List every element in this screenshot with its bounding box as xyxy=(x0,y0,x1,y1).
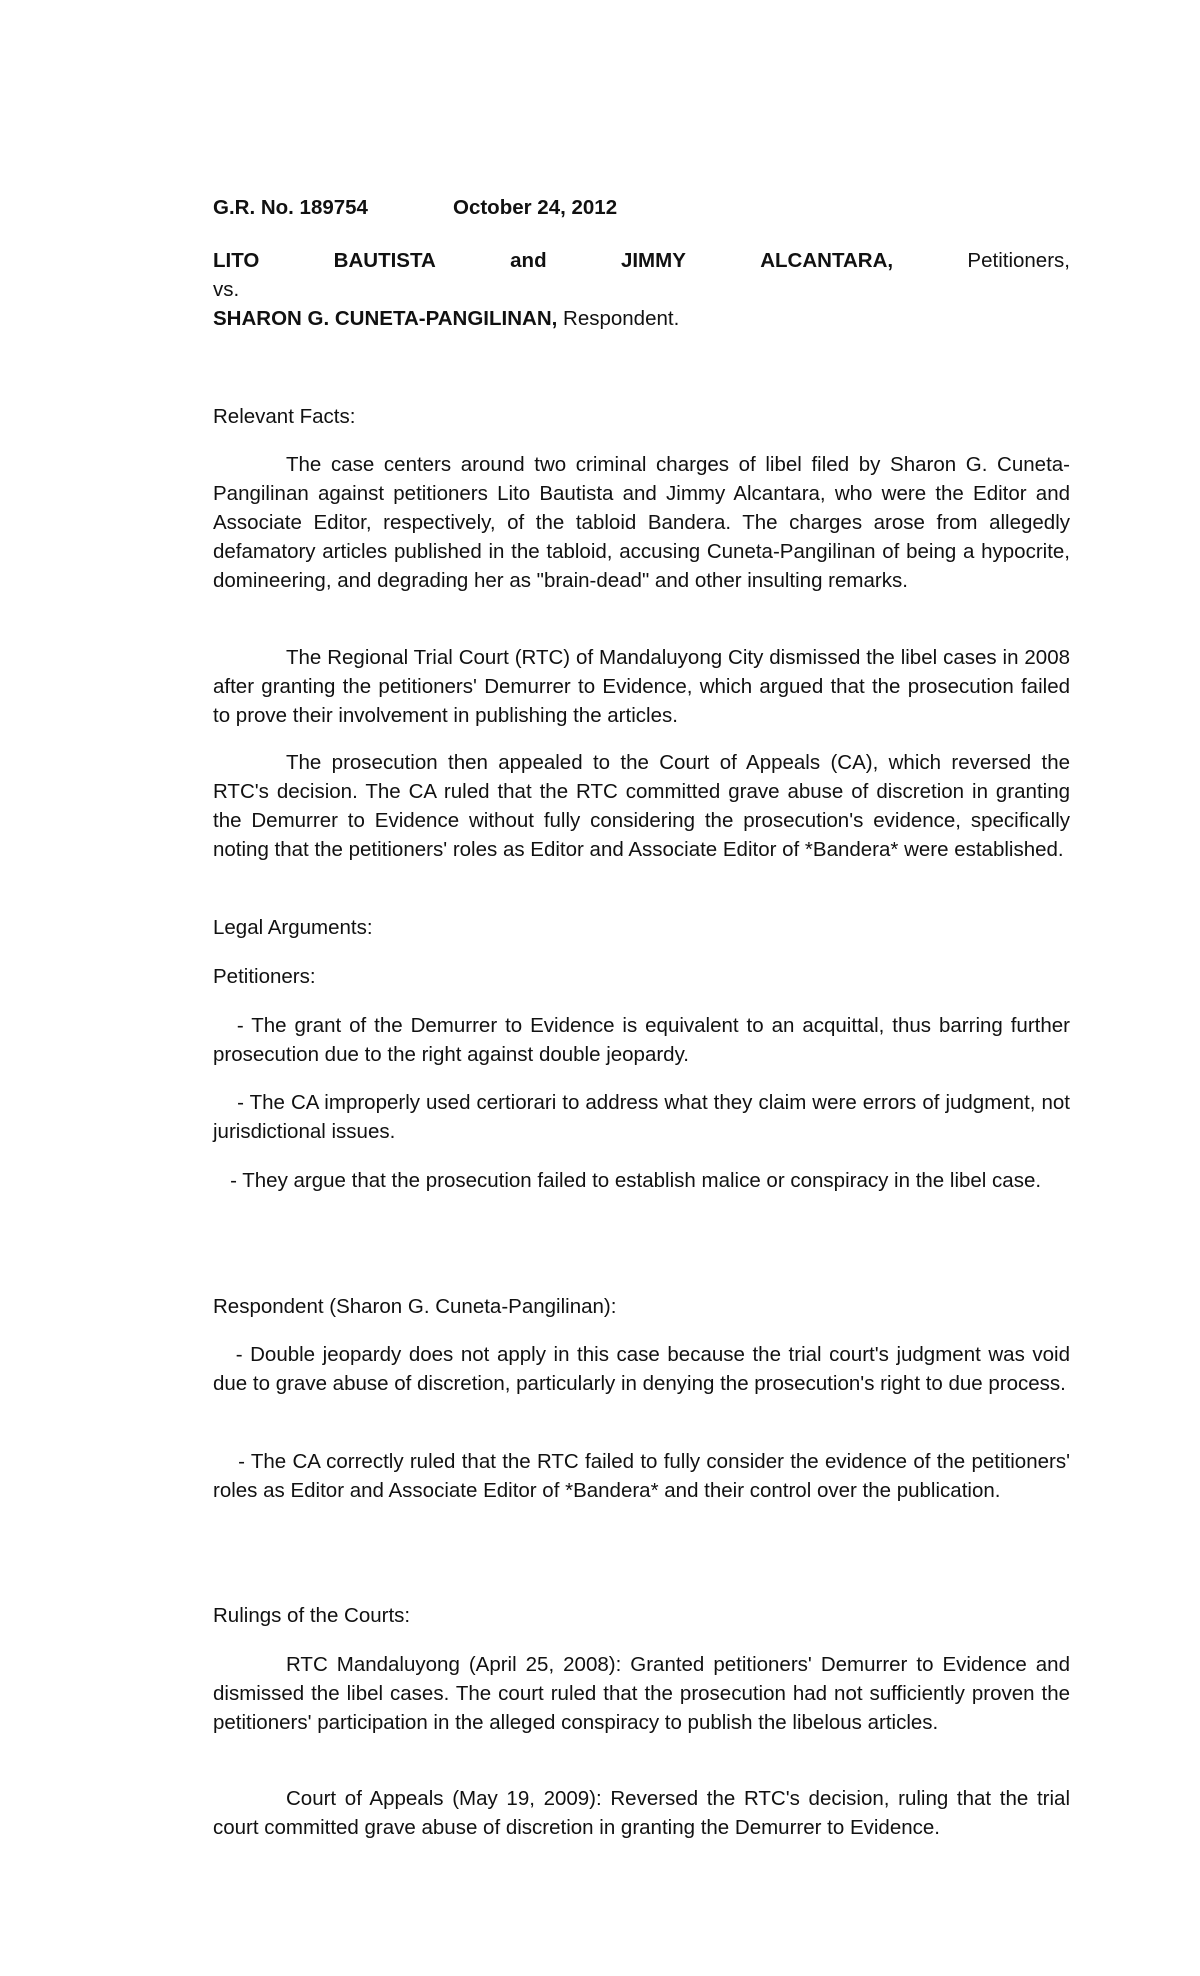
petitioner-argument: - The CA improperly used certiorari to address what they claim were errors of judgment, not jurisdictional issues. xyxy=(213,1091,1076,1143)
petitioners-heading: Petitioners: xyxy=(213,965,316,988)
petitioner-word: BAUTISTA xyxy=(333,249,436,272)
respondent-label: Respondent. xyxy=(557,307,680,330)
relevant-facts-heading: Relevant Facts: xyxy=(213,405,356,428)
gr-number: G.R. No. 189754 xyxy=(213,196,368,219)
respondent-argument: - Double jeopardy does not apply in this case because the trial court's judgment was void due to grave abuse of discretion, particularly in denying the prosecution's right to due process. xyxy=(213,1343,1076,1395)
legal-arguments-heading: Legal Arguments: xyxy=(213,916,373,939)
respondent-heading: Respondent (Sharon G. Cuneta-Pangilinan): xyxy=(213,1295,617,1318)
decision-date: October 24, 2012 xyxy=(453,196,618,219)
respondent-argument: - The CA correctly ruled that the RTC failed to fully consider the evidence of the petitioners' roles as Editor and Associate Editor of *Bandera* and their control over the publication. xyxy=(213,1450,1076,1502)
petitioners-line xyxy=(213,246,1070,275)
petitioners-label: Petitioners, xyxy=(967,249,1070,272)
versus: vs. xyxy=(213,278,240,301)
respondent-name: SHARON G. CUNETA-PANGILINAN, xyxy=(213,307,558,330)
facts-paragraph: The Regional Trial Court (RTC) of Mandaluyong City dismissed the libel cases in 2008 after granting the petitioners' Demurrer to Evidence, which argued that the prosecution failed to prove their involvement in publishing the articles. xyxy=(213,646,1070,727)
facts-paragraph: The case centers around two criminal charges of libel filed by Sharon G. Cuneta-Pangilinan against petitioners Lito Bautista and Jimmy Alcantara, who were the Editor and Associate Editor, respectively, of the tabloid Bandera. The charges arose from allegedly defamatory articles published in the tabloid, accusing Cuneta-Pangilinan of being a hypocrite, domineering, and degrading her as "brain-dead" and other insulting remarks. xyxy=(213,453,1070,592)
petitioner-argument: - They argue that the prosecution failed to establish malice or conspiracy in the libel case. xyxy=(213,1169,1042,1192)
petitioner-word: LITO xyxy=(213,249,260,272)
rulings-heading: Rulings of the Courts: xyxy=(213,1604,411,1627)
ruling-paragraph: RTC Mandaluyong (April 25, 2008): Granted petitioners' Demurrer to Evidence and dismissed the libel cases. The court ruled that the prosecution had not sufficiently proven the petitioners' participation in the alleged conspiracy to publish the libelous articles. xyxy=(213,1653,1070,1734)
petitioner-word: and xyxy=(510,249,547,272)
petitioner-word: JIMMY xyxy=(620,249,686,272)
ruling-paragraph: Court of Appeals (May 19, 2009): Reversed the RTC's decision, ruling that the trial court committed grave abuse of discretion in granting the Demurrer to Evidence. xyxy=(213,1787,1070,1839)
petitioner-word: ALCANTARA, xyxy=(760,249,894,272)
case-header xyxy=(213,193,1070,222)
petitioner-argument: - The grant of the Demurrer to Evidence is equivalent to an acquittal, thus barring further prosecution due to the right against double jeopardy. xyxy=(213,1014,1076,1066)
respondent-line xyxy=(213,304,679,333)
facts-paragraph: The prosecution then appealed to the Court of Appeals (CA), which reversed the RTC's decision. The CA ruled that the RTC committed grave abuse of discretion in granting the Demurrer to Evidence without fully considering the prosecution's evidence, specifically noting that the petitioners' roles as Editor and Associate Editor of *Bandera* were established. xyxy=(213,751,1070,861)
